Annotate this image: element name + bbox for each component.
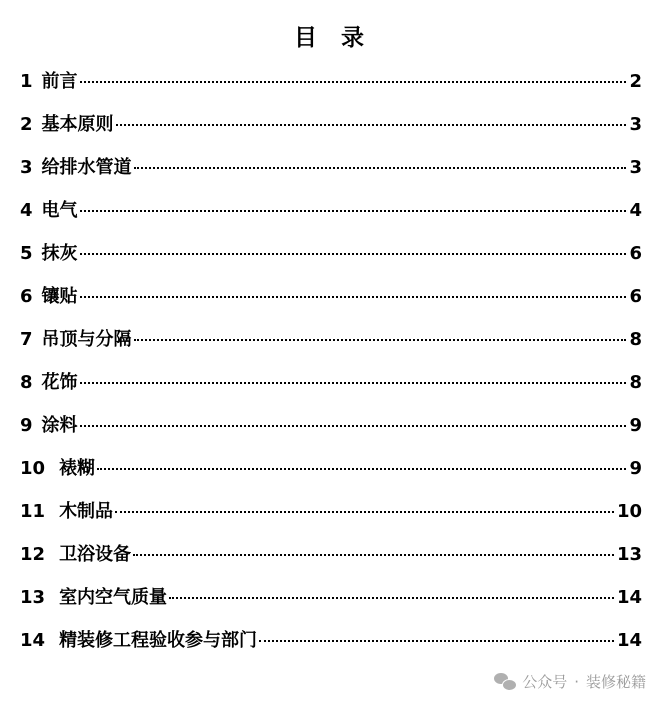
toc-entry-number: 5: [20, 243, 33, 264]
toc-entry-title: 木制品: [59, 501, 114, 522]
toc-entry-page-number: 14: [616, 630, 642, 651]
toc-dot-leader: [80, 425, 627, 427]
toc-entry-title: 卫浴设备: [59, 544, 132, 565]
toc-dot-leader: [133, 554, 614, 556]
toc-entry-title: 抹灰: [41, 243, 78, 264]
toc-entry-number: 6: [20, 286, 33, 307]
toc-dot-leader: [134, 339, 627, 341]
toc-entry[interactable]: [20, 234, 642, 277]
toc-entry-title: 吊顶与分隔: [41, 329, 132, 350]
toc-entry[interactable]: [20, 363, 642, 406]
toc-entry-title: 电气: [41, 200, 78, 221]
toc-entry-title: 镶贴: [41, 286, 78, 307]
toc-entry[interactable]: [20, 148, 642, 191]
watermark-source: 公众号: [522, 673, 568, 691]
wechat-icon: [494, 673, 516, 691]
toc-entry-title: 精装修工程验收参与部门: [59, 630, 258, 651]
watermark: [494, 671, 646, 692]
toc-entry-number: 9: [20, 415, 33, 436]
toc-entry-title: 裱糊: [59, 458, 96, 479]
toc-entry-page-number: 6: [629, 243, 642, 264]
toc-entry-page-number: 8: [629, 329, 642, 350]
toc-dot-leader: [80, 382, 627, 384]
toc-entry[interactable]: [20, 492, 642, 535]
toc-entry-number: 14: [20, 630, 46, 651]
toc-entry-title: 给排水管道: [41, 157, 132, 178]
toc-dot-leader: [259, 640, 614, 642]
toc-entry-number: 4: [20, 200, 33, 221]
toc-entry-number: 8: [20, 372, 33, 393]
toc-dot-leader: [80, 296, 627, 298]
page-title: 目 录: [293, 25, 372, 51]
toc-entry-page-number: 3: [629, 114, 642, 135]
toc-dot-leader: [134, 167, 627, 169]
watermark-separator: ·: [574, 672, 579, 691]
toc-entry-title: 花饰: [41, 372, 78, 393]
toc-entry-page-number: 3: [629, 157, 642, 178]
toc-entry[interactable]: [20, 449, 642, 492]
toc-entry-number: 13: [20, 587, 46, 608]
toc-entry-page-number: 13: [616, 544, 642, 565]
toc-dot-leader: [80, 253, 627, 255]
toc-entry[interactable]: [20, 62, 642, 105]
toc-entry-number: 1: [20, 71, 33, 92]
toc-entry[interactable]: [20, 621, 642, 664]
toc-entry-number: 3: [20, 157, 33, 178]
toc-dot-leader: [80, 210, 627, 212]
toc-entry[interactable]: [20, 406, 642, 449]
toc-entry-title: 基本原则: [41, 114, 114, 135]
toc-entry-number: 10: [20, 458, 46, 479]
toc-entry[interactable]: [20, 105, 642, 148]
toc-entry-number: 2: [20, 114, 33, 135]
toc-dot-leader: [80, 81, 627, 83]
toc-entry-page-number: 8: [629, 372, 642, 393]
toc-entry-page-number: 4: [629, 200, 642, 221]
toc-entry-page-number: 9: [629, 415, 642, 436]
watermark-account: 装修秘籍: [585, 673, 646, 691]
toc-entry[interactable]: [20, 578, 642, 621]
toc-dot-leader: [116, 124, 627, 126]
toc-entry-page-number: 9: [629, 458, 642, 479]
toc-dot-leader: [169, 597, 614, 599]
toc-entry-title: 涂料: [41, 415, 78, 436]
toc-entry-page-number: 2: [629, 71, 642, 92]
toc-entry-page-number: 6: [629, 286, 642, 307]
toc-entry-page-number: 10: [616, 501, 642, 522]
toc-entry[interactable]: [20, 320, 642, 363]
toc-entry[interactable]: [20, 191, 642, 234]
toc-entry[interactable]: [20, 277, 642, 320]
table-of-contents: [20, 62, 642, 664]
toc-entry-number: 7: [20, 329, 33, 350]
toc-entry-number: 11: [20, 501, 46, 522]
toc-entry[interactable]: [20, 535, 642, 578]
toc-entry-title: 前言: [41, 71, 78, 92]
toc-dot-leader: [97, 468, 626, 470]
toc-dot-leader: [115, 511, 614, 513]
toc-entry-title: 室内空气质量: [59, 587, 168, 608]
toc-entry-number: 12: [20, 544, 46, 565]
toc-entry-page-number: 14: [616, 587, 642, 608]
